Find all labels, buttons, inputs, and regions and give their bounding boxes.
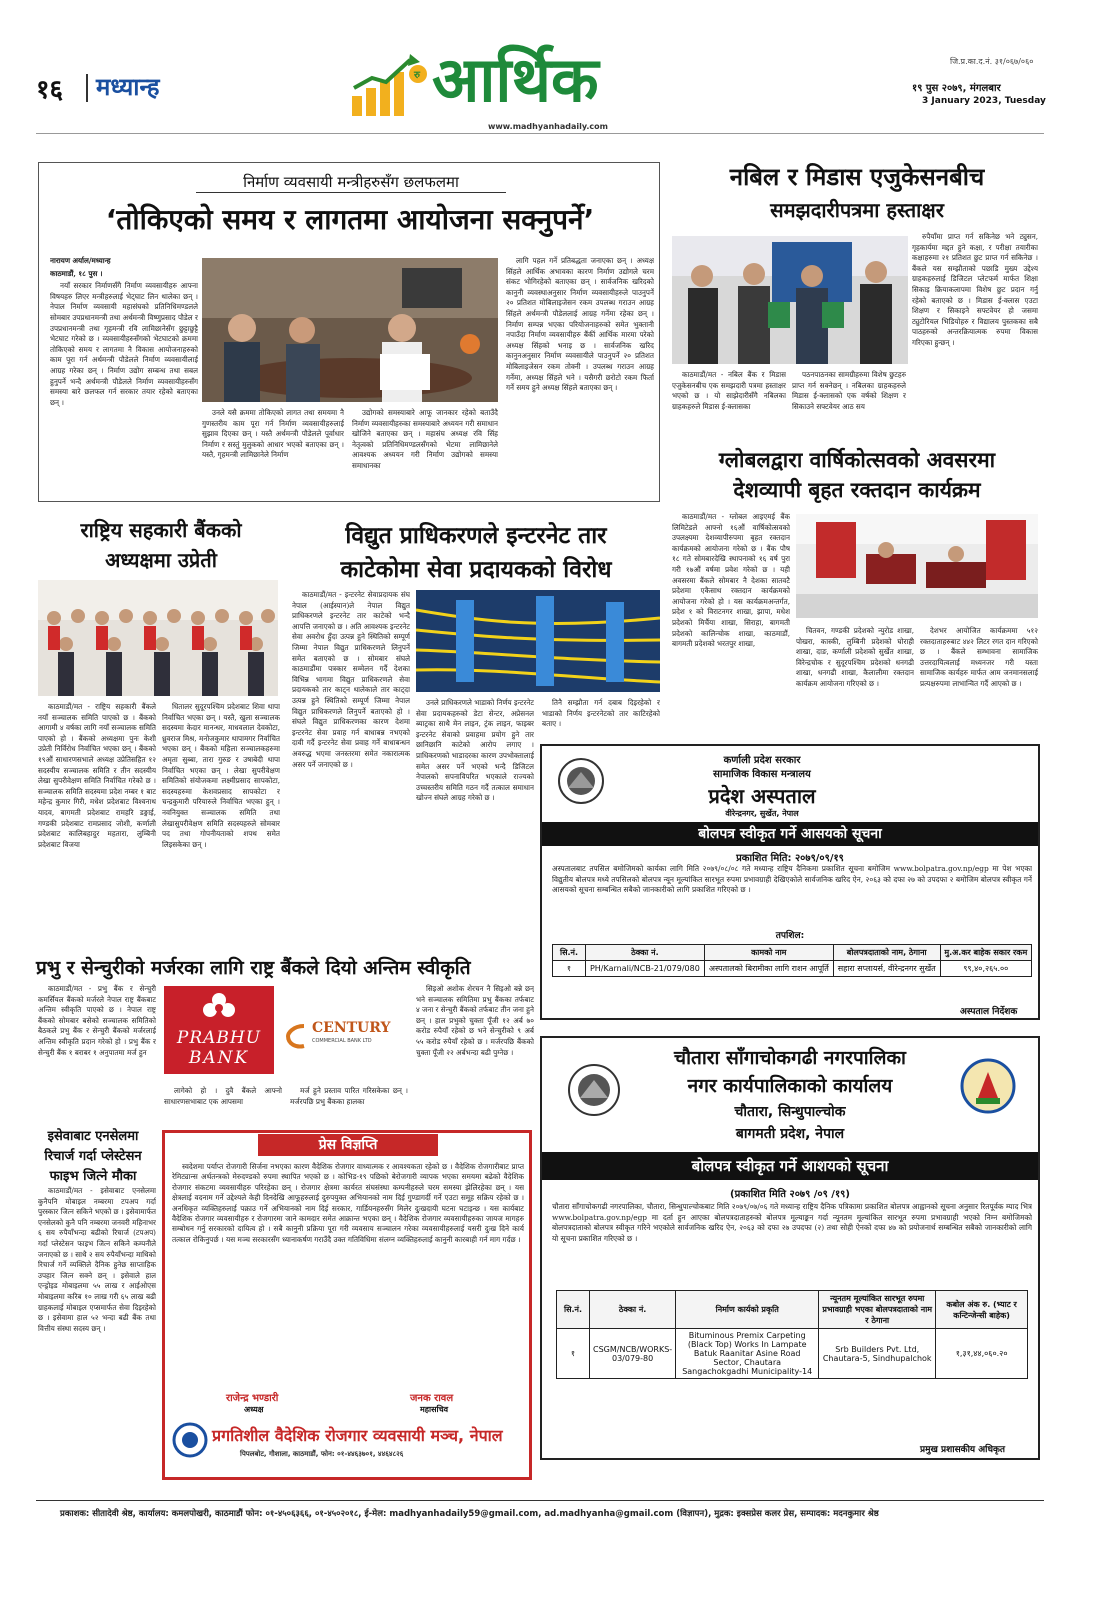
story4-col-b [162,702,280,944]
century-logo-sub: COMMERCIAL BANK LTD [312,1038,372,1044]
story7-body-text: काठमाडौं/मत - इसेवाबाट एनसेलमा कुनैपनि मोबाइल नम्बरमा टपअप गर्दा पुरस्कार जित्न सकिने भएको छ । इसेवामार्फत एनसेलको कुनै पनि नम्बरमा जनवरी महिनाभर ६ सय रुपैयाँभन्दा बढीको रिचार्ज (टपअप) गर्दा प्लेस्टेसन फाइभ जित्न सकिने कम्पनीले जनाएको छ । साथै २ सय रुपैयाँभन्दा माथिको रिचार्ज गर्ने व्यक्तिले दैनिक हुनेछ साप्ताहिक उपहार जित्न सक्ने छन् । इसेवाले हाल एन्ड्रोइड मोबाइलमा ५५ लाख र आईओएस मोबाइलमा करिब १० लाख गरी ६५ लाख बढी ग्राहकलाई मोबाइल एप्समार्फत सेवा दिइरहेको छ । इसेवामा हाल ५२ भन्दा बढी बैंक तथा वित्तीय संस्था सदस्य छन् । [38,1186,156,1333]
press-address: पिपलबोट, गौशाला, काठमाडौं, फोन: ०१-४४६३७०१, ४४६४८२६ [240,1450,404,1458]
story4-photo [38,580,278,696]
story2-col-a-text: काठमाडौं/मत - नबिल बैंक र मिडास एजुकेसनबीच एक समझदारी पत्रमा हस्ताक्षर भएको छ । यो साझेदारीसँगै नबिलका ग्राहकहरुले मिडास ई-क्लासका [672,370,786,411]
story5-col-a-text: काठमाडौं/मत - इन्टरनेट सेवाप्रदायक संघ नेपाल (आईस्पान)ले नेपाल विद्युत प्राधिकरणले इन्टरनेट तार काटेको भन्दै आपत्ति जनाएको छ । अति आवश्यक इन्टरनेट सेवा अवरोध हुँदा उत्पन्न हुने स्थितिको सम्पूर्ण जिम्मा नेपाल विद्युत प्राधिकरणले लिनुपर्ने समेत बताएको छ । सोमबार संघले काठमाडौंमा पत्रकार सम्मेलन गर्दै देशका विभिन्न भागमा विद्युत प्राधिकरणले सेवा प्रदायकको तार काट्न थालेकाले तार काट्दा उत्पन्न हुने स्थितिको सम्पूर्ण जिम्मा नेपाल विद्युत प्राधिकरणले लिनुपर्ने बताएको हो । संघले विद्युत प्राधिकरणका कारण देशमा इन्टरनेट सेवा प्रवाह गर्न बाधाबन्न नभएको दावी गर्दै इन्टरनेट सेवा प्रवाह गर्ने बाधाबन्धन अवरुद्ध भएमा जनस्तरमा समेत नकारात्मक असर पर्ने जनाएको छ । [292,590,410,769]
date-english: 3 January 2023, Tuesday [922,96,1046,106]
ad2-td-amount: १,३१,४४,०६०.२० [936,1329,1028,1379]
story2-col-right-text: रुपैयाँमा प्राप्त गर्न सकिनेछ भने ट्युसन, गृहकार्यमा मद्दत हुने कक्षा, र परीक्षा तयारीका कक्षाहरुमा २१ प्रतिशत छुट प्राप्त गर्न सकिनेछ । बैंकले यस सम्झौताको पछाडि मुख्य उद्देश्य ग्राहकहरुलाई डिजिटल प्लेटफर्म मार्फत शिक्षा सिकाइ क्रियाकलापमा विशेष छुट प्रदान गर्नु रहेको बताएको छ । मिडास ई-क्लास एउटा शिक्षण र सिकाइने सफ्टवेयर हो जसमा ट्युटोरियल भिडियोहरु र विद्यालय पुस्तकका सबै पाठहरुको अन्तरक्रियात्मक रुपमा विकास गरिएका हुन्छन् । [912,232,1038,347]
ad1-body-text: अस्पतालबाट तपसिल बमोजिमको कार्यका लागि मिति २०७९/०८/०८ गते मध्यान्ह राष्ट्रिय दैनिकमा प्रकाशित सूचना बमोजिम www.bolpatra.gov.np/egp मा पेश भएका विद्युतीय बोलपत्र मध्ये तपसिलको बोलपत्र न्यून मूल्यांकित सारभूत रुपमा प्रभावग्राही देखिएकोले सार्वजनिक खरिद ऐन, २०६३ को दफा २७ को उपदफा २ बमोजिम बोलपत्र स्वीकृत गर्ने आसयको सूचना सम्बन्धित सबैको जानकारीको लागि प्रकाशित गरिएको छ । [552,864,1032,895]
story5-col-c [542,698,660,744]
story5-col-c-text: तिनै सम्झौता गर्न दबाब दिइरहेको र भाडाको निर्णय इन्टरनेटको तार काटिरहेको बताए । [542,698,660,729]
ad2-body-text: चौतारा साँगाचोकगढी नगरपालिका, चौतारा, सिन्धुपाल्चोकबाट मिति २०७९/०७/०६ गते मध्यान्ह राष्ट्रिय दैनिक पत्रिकामा प्रकाशित बोलपत्र आह्वानको सूचना अनुसार रितपूर्वक म्याद भित्र www.bolpatra.gov.np/egp मा दर्ता हुन आएका बोलपत्रदाताहरुको बोलपत्र मूल्याङ्कन गर्दा न्यूनतम मूल्यांकित सारभूत रुपमा प्रभावग्राही भएको निम्न बमोजिमको बोलपत्रदाताको बोलपत्र स्वीकृत गरिने भएकोले सार्वजनिक खरिद ऐन, २०६३ को दफा २७ उपदफा (२) तथा सोही ऐनको दफा ४७ को प्रयोजनार्थ सम्बन्धित सबैको जानकारीको लागि यो सूचना प्रकाशित गरिएको छ । [552,1202,1032,1243]
ad2-table-header-row [557,1291,1028,1329]
ad2-municipal-logo-icon [960,1058,1016,1114]
story3-col-a-text: काठमाडौं/मत - ग्लोबल आइएमई बैंक लिमिटेडले आफ्नो १६औं वार्षिकोत्सवको उपलक्ष्यमा देशव्यापीरुपमा बृहत रक्तदान कार्यक्रमको आयोजना गरेको छ । बैंक पौष १८ गते सोमबारदेखि स्थापनाको १६ वर्ष पुरा गरी १७औं वर्षमा प्रवेश गरेको छ । यही अवसरमा बैंकले सोमबार नै देशका सातवटै प्रदेशमा एकैसाथ रक्तदान कार्यक्रमको आयोजना गरेको हो । यस कार्यक्रमअन्तर्गत, प्रदेश १ को विराटनगर शाखा, झापा, मधेश प्रदेशको मिर्चैया शाखा, सिराहा, बागमती प्रदेशको कालिन्चोक शाखा, काठमाडौं, बागमती प्रदेशको भरतपुर शाखा, [672,512,790,649]
ad1-th-amount: मु.अ.कर बाहेक सकार रकम [940,945,1031,961]
ad2-title1: चौतारा साँगाचोकगढी नगरपालिका [674,1047,906,1069]
page-number: १६ [36,75,64,105]
ad2-emblem-icon [566,1062,622,1118]
press-body [172,1162,524,1386]
press-org: प्रगतिशील वैदेशिक रोजगार व्यवसायी मञ्च, नेपाल [212,1426,503,1445]
ad2-td-contract: CSGM/NCB/WORKS-03/079-80 [590,1329,676,1379]
ad1-banner: बोलपत्र स्वीकृत गर्ने आसयको सूचना [542,822,1038,846]
ad2-title2: नगर कार्यपालिकाको कार्यालय [687,1075,893,1097]
story1-col2-text: उनले यसै क्रममा तोकिएको लागत तथा समयमा नै गुणस्तरीय काम पूरा गर्न निर्माण व्यवसायीहरुलाई सुझाव दिएका छन् । यस्तै अर्थमन्त्री पौडेलले पूर्वाधार निर्माण र सस्तुं मुलुकको आधार भएको बताएका छन् । यस्तै, गृहमन्त्री लामिछानेले निर्माण [202,408,344,460]
press-sign1-name: राजेन्द्र भण्डारी [226,1393,279,1404]
story4-headline-line1: राष्ट्रिय सहकारी बैंकको [80,518,242,542]
story1-kicker: निर्माण व्यवसायी मन्त्रीहरुसँग छलफलमा [196,172,506,193]
prabhu-logo-line2: BANK [188,1048,250,1068]
ad2-table [556,1290,1028,1379]
prabhu-flower-icon [199,990,239,1024]
ad2-banner: बोलपत्र स्वीकृत गर्ने आशयको सूचना [542,1152,1038,1180]
ad1-td-amount: ९९,४०,२६५.०० [940,961,1031,977]
footer-rule [36,1500,1044,1501]
story2-col-b [792,370,906,442]
ad2-th-amount: कबोल अंक रु. (भ्याट र कन्टिन्जेन्सी बाहेक) [936,1291,1028,1329]
masthead-rule [36,133,1044,134]
story3-col-b [796,626,914,738]
ad1-emblem-icon [556,756,606,806]
story2-headline-line1: नबिल र मिडास एजुकेसनबीच [729,163,985,191]
story6-col-d [416,984,534,1114]
story7-headline-line3: फाइभ जित्ने मौका [49,1169,137,1184]
ad1-body [552,864,1032,924]
story1-byline: नारायण अर्याल/मध्यान्ह [50,256,111,265]
story2-col-right [912,232,1038,440]
story1-dateline: काठमाडौं, १८ पुस । [50,268,103,278]
story2-headline-line2: समझदारीपत्रमा हस्ताक्षर [770,198,944,222]
ad1-td-contract: PH/Karnali/NCB-21/079/080 [586,961,705,977]
ad1-line1: कर्णाली प्रदेश सरकार [723,755,801,766]
century-logo-name: CENTURY [312,1020,391,1036]
ad1-th-work: कामको नाम [704,945,833,961]
story3-col-c [920,626,1038,738]
story6-col-c [290,1086,408,1114]
reg-number: जि.प्र.का.द.नं. ३१/०६७/०६० [950,57,1034,66]
story1-col4 [506,256,654,500]
ad1-address: वीरेन्द्रनगर, सुर्खेत, नेपाल [725,809,799,818]
ad1-td-bidder: सहारा सप्लायर्स, वीरेन्द्रनगर सुर्खेत [833,961,940,977]
section-logo-icon [348,52,430,118]
prabhu-bank-logo [164,986,274,1074]
ad2-addr2: बागमती प्रदेश, नेपाल [735,1126,845,1142]
story1-headline: ‘तोकिएको समय र लागतमा आयोजना सक्नुपर्ने’ [105,203,595,236]
date-nepali: १९ पुस २०७९, मंगलबार [912,83,1001,94]
table-row [557,1329,1028,1379]
story2-col-a [672,370,786,442]
table-row [553,961,1032,977]
story3-photo [796,514,1038,618]
press-title: प्रेस विज्ञप्ति [258,1134,438,1156]
ad2-addr1: चौतारा, सिन्धुपाल्चोक [734,1104,846,1120]
press-sign1-role: अध्यक्ष [244,1405,264,1414]
story7-body [38,1186,156,1482]
story6-col-b [164,1086,282,1114]
ad2-th-contract: ठेक्का नं. [590,1291,676,1329]
story6-col-b-text: लागेको हो । दुवै बैंकले आफ्नो साधारणसभाबाट एक आपसमा [164,1086,282,1106]
press-sign2-role: महासचिव [420,1405,449,1414]
ad2-th-sn: सि.नं. [557,1291,590,1329]
century-bank-logo [286,1020,396,1056]
ad1-th-bidder: बोलपत्रदाताको नाम, ठेगाना [833,945,940,961]
press-org-logo-icon [172,1422,208,1458]
story4-headline-line2: अध्यक्षमा उप्रेती [105,548,217,572]
story5-headline-line2: काटेकोमा सेवा प्रदायकको विरोध [340,557,612,583]
ad2-td-work: Bituminous Premix Carpeting (Black Top) Works In Lampate Batuk Raanitar Asine Road Sector, Chautara Sangachokgadhi Municipality-14 [676,1329,819,1379]
website-url: www.madhyanhadaily.com [488,122,608,131]
story3-col-c-text: देशभर आयोजित कार्यक्रममा ५१२ रक्तदाताहरुबाट ४४२ लिटर रगत दान गरिएको छ । बैंकले सम्भावना सामाजिक उत्तरदायित्वलाई मध्यनजर गरी यस्ता सामाजिक कार्यहरु मार्फत आम जनमानसलाई प्रत्यक्षरुपमा लाभान्वित गर्दै आएको छ । [920,626,1038,688]
story1-col4-text: लागि पहल गर्ने प्रतिबद्धता जनाएका छन् । अध्यक्ष सिंहले आर्थिक अभावका कारण निर्माण उद्योगले चरम संकट भोगिरहेको बताएका छन् । सार्वजनिक खरिदको कानुनी व्यवस्थाअनुसार निर्माण व्यवसायीहरुले पाउनुपर्ने २० प्रतिशत मोबिलाइजेसन रकम उपलब्ध गराउन आग्रह सिंहले अर्थमन्त्री पौडेललाई आग्रह गर्नेमा रहेका छन् । निर्माण सम्पन्न भएका परियोजनाहरुको समेत भुक्तानी नपाउँदा निर्माण व्यवसायीहरु बैंकीं आर्थिक मारमा परेको अध्यक्ष सिंहको भनाइ छ । सार्वजनिक खरिद कानुनअनुसार निर्माण व्यवसायीले पाउनुपर्ने २० प्रतिशत मोबिलाइजेसन रकम तोक्नी । उपलब्ध गराउन आग्रह गर्नेमा, अध्यक्ष सिंहले भने । यसैगरी छरोटो रकम फिर्ता गर्ने समय हुने अध्यक्ष सिंहले बताएका छन् । [506,256,654,393]
story6-col-d-text: सिइओ अशोक शेरचन नै सिइओ बन्ने छन् भने सञ्चालक समितिमा प्रभु बैंकका तर्फबाट ४ जना र सेन्चुरी बैंकको तर्फबाट तीन जना हुने छन् । हाल प्रभुको चुक्ता पूँजी १२ अर्ब ७० करोड रुपैयाँ रहेको छ भने सेन्चुरीको ९ अर्ब ५५ करोड रुपैयाँ रहेको छ । मर्जरपछि बैंकको चुक्ता पूँजी २२ अर्बभन्दा बढी पुग्नेछ । [416,984,534,1057]
story5-col-b [416,698,534,944]
story1-col1-text: नयाँ सरकार निर्माणसँगै निर्माण व्यवसायीहरु आफ्ना विषयहरु लिएर मन्त्रीहरुलाई भेट्घाट लिन थालेका छन् । नेपाल निर्माण व्यवसायी महासंघको प्रतिनिधिमण्डलले सोमबार उपप्रधानमन्त्री तथा अर्थमन्त्री विष्णुप्रसाद पौडेल र उपप्रधानमन्त्री तथा गृहमन्त्री रवि लामिछानेसँग छुट्टाछुट्टै भेटघाट गरेको छ । व्यवसायीहरुसँगको भेटघाटको क्रममा तोकिएको समय र लागतमा नै विकास आयोजनाहरुको काम पूरा गर्न अर्थमन्त्री पौडेलले निर्माण व्यवसायीलाई आग्रह गरेका छन् । निर्माण उद्योग सम्बन्ध तथा सबल हुनुपर्ने भन्दै अर्थमन्त्री पौडेलले निर्माण व्यवसायीहरुसँग समस्या बारे छलफल गर्न सरकार तयार रहेको बताएका छन् । [50,281,198,407]
story3-col-a [672,512,790,740]
ad2-td-bidder: Srb Builders Pvt. Ltd, Chautara-5, Sindhupalchok [819,1329,936,1379]
story3-col-b-text: चितवन, गण्डकी प्रदेशको न्युरोड शाखा, पोखरा, कास्की, लुम्बिनी प्रदेशको घोराही शाखा, दाङ, कर्णाली प्रदेशको सुर्खेत शाखा, विरेन्द्रचोक र सुदूरपश्चिम प्रदेशको धनगढी शाखा, धनगढी शाखा, कैलालीमा रक्तदान कार्यक्रम आयोजना गरिएको छ । [796,626,914,688]
century-mark-icon [286,1022,308,1050]
ad1-td-sn: १ [553,961,586,977]
story1-col3 [352,408,498,500]
story2-col-b-text: पठनपाठनका सामग्रीहरुमा विशेष छुटहरु प्राप्त गर्न सक्नेछन् । नबिलका ग्राहकहरुले मिडास ई-क्लासको एक वर्षको शिक्षण र सिकाउने सफ्टवेयर आठ सय [792,370,906,411]
ad1-line2: सामाजिक विकास मन्त्रालय [713,769,811,780]
ad1-th-contract: ठेक्का नं. [586,945,705,961]
ad2-th-work: निर्माण कार्यको प्रकृति [676,1291,819,1329]
section-title: आर्थिक [432,43,599,116]
story1-photo [202,258,498,402]
ad2-td-sn: १ [557,1329,590,1379]
ad1-pub-date: प्रकाशित मिति: २०७९/०९/१९ [736,853,844,864]
story3-headline-line2: देशव्यापी बृहत रक्तदान कार्यक्रम [733,478,981,502]
story2-photo [672,236,908,364]
story5-photo [416,590,660,692]
story5-headline-line1: विद्युत प्राधिकरणले इन्टरनेट तार [345,523,607,549]
paper-name: मध्यान्ह [96,73,160,101]
story4-col-a-text: काठमाडौं/मत - राष्ट्रिय सहकारी बैंकले नयाँ सञ्चालक समिति पाएको छ । बैंकको आगामी ४ वर्षका लागि नयाँ सञ्चालक समिति पाएको हो । बैंकको अध्यक्षमा पुनः केशी उप्रेती निर्विरोध निर्वाचित भएका छन् । बैंकको १९औं साधारणसभाले अध्यक्ष उप्रेतिसहित १२ सदस्यीय सञ्चालक समिति र तीन सदस्यीय लेखा सुपरीवेक्षण समिति निर्वाचित गरेको छ । सञ्चालक समिति सदस्यमा प्रदेश नम्बर १ बाट महेन्द्र कुमार गिरी, मधेश प्रदेशबाट विश्वनाथ यादव, बागमती प्रदेशबाट रामहरि डङ्गाई, गण्डकी प्रदेशबाट रामप्रसाद जोशी, कर्णाली प्रदेशबाट कालिबहादुर महतारा, लुम्बिनी प्रदेशबाट विजया [38,702,156,849]
prabhu-logo-line1: PRABHU [176,1028,262,1048]
story5-col-b-text: उनले प्राधिकरणले भाडाको निर्णय इन्टरनेट सेवा प्रदायकहरुको डेटा सेन्टर, अप्रेसनल ब्याट्रका साथै मेन लाइन, ट्रंक लाइन, फाइबर इन्टरनेट सेवाको प्रवाहमा प्रयोग हुने तार छानिछानि काटेको आरोप लगाए । प्राधिकरणको भाडादरका कारण उपभोक्तालाई समेत असर पर्ने भएको भन्दै डिजिटल नेपालको सपनाविपरित भएकाले राज्यको उच्चस्तरीय समिति गठन गर्दै तत्काल समाधान खोज्न संघले आग्रह गरेको छ । [416,698,534,803]
story6-headline: प्रभु र सेन्चुरीको मर्जरका लागि राष्ट्र बैंकले दियो अन्तिम स्वीकृति [36,957,471,979]
story1-col2 [202,408,344,500]
ad1-signature: अस्पताल निर्देशक [960,1007,1018,1017]
svg-text:रु: रु [414,70,420,81]
ad1-th-sn: सि.नं. [553,945,586,961]
press-sign2-name: जनक रावल [410,1393,454,1404]
story7-headline-line1: इसेवाबाट एनसेलमा [47,1129,139,1144]
ad2-body [552,1202,1032,1276]
story5-col-a [292,590,410,944]
story1-col3-text: उद्योगको समस्याबारे आफू जानकार रहेको बताउँदै निर्माण व्यवसायीहरुका समस्याबारे अध्ययन गरी समाधान खोजिने बताएका छन् । महासंघ अध्यक्ष रवि सिंह नेतृत्वको प्रतिनिधिमण्डलसँगको भेटमा लामिछानेले आवश्यक अध्ययन गरी निर्माण उद्योगको समस्या समाधानका [352,408,498,470]
ad1-title: प्रदेश अस्पताल [708,784,816,808]
ad1-table [552,944,1032,977]
ad2-th-bidder: न्यूनतम मूल्यांकित सारभूत रुपमा प्रभावग्राही भएका बोलपत्रदाताको नाम र ठेगाना [819,1291,936,1329]
story6-col-a-text: काठमाडौं/मत - प्रभु बैंक र सेन्चुरी कमर्सियल बैंकको मर्जरले नेपाल राष्ट्र बैंकबाट अन्तिम स्वीकृति पाएको छ । नेपाल राष्ट्र बैंकको सोमबार बसेको सञ्चालक समितिको बैठकले प्रभु बैंक र सेन्चुरी बैंकको मर्जरलाई अन्तिम स्वीकृति प्रदान गरेको हो । प्रभु बैंक र सेन्चुरी बैंक १ बराबर १ अनुपातमा मर्ज हुन [38,984,156,1057]
story1-col1 [50,256,198,500]
story4-col-b-text: धितालर सुदूरपश्चिम प्रदेशबाट शिवा थापा निर्वाचित भएका छन् । यस्तै, खुला सञ्चालक सदस्यमा केदार मानन्धर, माधवलाल देवकोटा, ध्रुवराज मिश्र, मनोजकुमार थापामगर निर्वाचित भएका छन् । बैंकको महिला सञ्चालकहरुमा अमृता सुब्बा, तारा गुरुङ र उषाबेदी थापा निर्वाचित भएका छन् । लेखा सुपरीवेक्षण समितिको संयोजकमा लक्ष्मीप्रसाद सापकोटा, सदस्यहरुमा केशवप्रसाद सापकोटा र चन्द्रकुमारी परियारुले निर्वाचित भएका हुन् । नवनियुक्त सञ्चालक समिति तथा लेखासुपरीवेक्षण समिति सदस्यहरुले सोमबार पद तथा गोपनीयताको शपथ समेत लिइसकेका छन् । [162,702,280,849]
ad1-table-header-row [553,945,1032,961]
footer-imprint: प्रकाशक: सीतादेवी श्रेष्ठ, कार्यालय: कमलपोखरी, काठमाडौं फोन: ०१-४५०६३६६, ०१-४५०२०१८, ई-मेल: madhyanhadaily59@gmail.com, ad.madhyanha@gmail.com (विज्ञापन), मुद्रक: इक्सप्रेस कलर प्रेस, सम्पादक: मदनकुमार श्रेष्ठ [60,1509,879,1519]
story6-col-a [38,984,156,1114]
story4-col-a [38,702,156,944]
story6-col-c-text: मर्ज हुने प्रस्ताव पारित गरिसकेका छन् । मर्जरपछि प्रभु बैंकका हालका [290,1086,408,1106]
ad1-td-work: अस्पतालको बिरामीका लागि राशन आपूर्ति [704,961,833,977]
press-body-text: स्वदेशमा पर्याप्त रोजगारी सिर्जना नभएका कारण वैदेशिक रोजगार वाध्यात्मक र आवश्यकता रहेको छ । वैदेशिक रोजगारीबाट प्राप्त रेमिट्यान्स अर्थतन्त्रको मेरुदण्डको रुपमा स्थापित भएको छ । कोभिड-१९ पछिको बेरोजगारी व्यापक भएका समयमा बढेको वैदेशिक रोजगार संकटमा व्यवसायीहरु परिरहेका छन् । रोजगार क्षेत्रमा कार्यरत संघसंस्था कम्पनीहरुले चरम समस्या झेलिरहेका छन् । यस क्षेत्रलाई वदनाम गर्ने उद्देश्यले केही दिनदेखि आफूहरुलाई दुरुपयुक्त अभियानको नाम दिई गुण्डागर्दी गर्ने एउटा समूह सक्रिय रहेको छ । अनधिकृत व्यक्तिहरुलाई पक्राउ गर्ने अभियानको नाम दिई सरकार, गार्डियनहरुसँग मिलेर दुःखदायी घटना घटाइन्छ । यस कार्यबाट वैदेशिक रोजगार व्यवसायीहरु र रोजगारमा जाने कामदार समेत आक्रान्त भएका छन् । वैदेशिक रोजगार व्यवसायीहरुका जायज मागहरु सम्बोधन गर्नु सरकारको दायित्व हो । सबै कानुनी प्रक्रिया पूरा गरी व्यवसाय सञ्चालन गरेका व्यवसायीहरुलाई यसरी दुःख दिने कार्य तत्काल रोकिनुपर्छ । यस मञ्च सरकारसँग ध्यानाकर्षण गराउँदै उक्त गतिविधिमा संलग्न व्यक्तिहरुलाई कानुनी कारबाही गर्न माग गर्दछ । [172,1162,524,1244]
ad2-pub-date: (प्रकाशित मिति २०७९ /०९ /१९) [730,1189,850,1200]
ad2-signature: प्रमुख प्रशासकीय अधिकृत [920,1445,1006,1455]
ad1-table-caption: तपशिल: [775,931,805,941]
masthead-divider [86,74,88,102]
story7-headline-line2: रिचार्ज गर्दा प्लेस्टेसन [44,1149,142,1164]
story3-headline-line1: ग्लोबलद्वारा वार्षिकोत्सवको अवसरमा [718,448,996,472]
